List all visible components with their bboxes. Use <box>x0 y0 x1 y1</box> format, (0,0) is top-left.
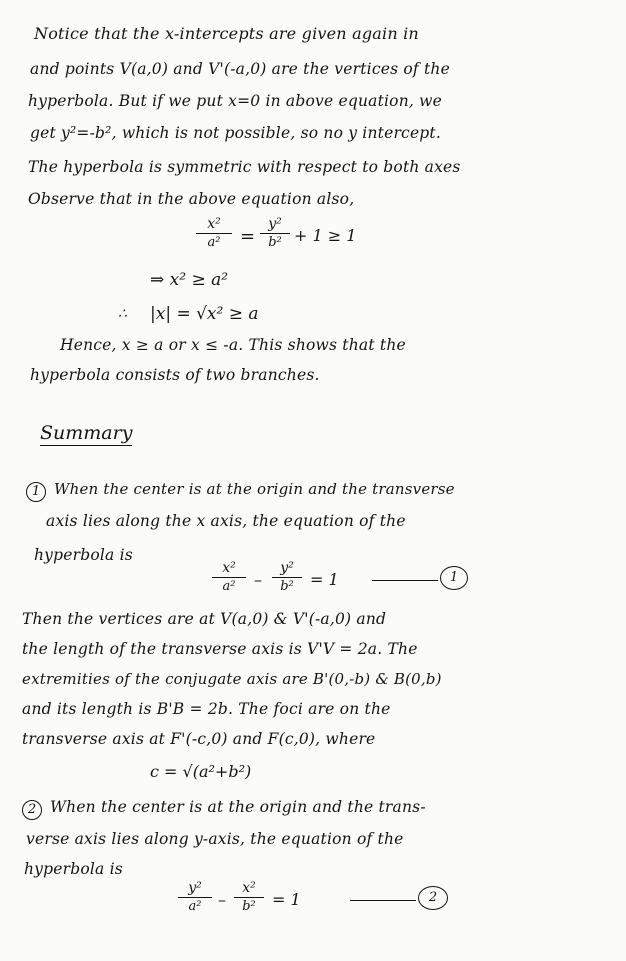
intro-line-1: Notice that the x-intercepts are given again in <box>34 24 419 43</box>
item-2-eq-leader <box>350 900 416 901</box>
item-2-number-circle: 2 <box>22 800 42 820</box>
fraction-bar <box>212 577 246 578</box>
item-2-line-3: hyperbola is <box>24 860 123 878</box>
item-2-eq-den-2: b² <box>242 899 256 914</box>
item-1-eq-label: 1 <box>440 566 468 590</box>
deriv-rhs-fraction <box>260 216 290 250</box>
intro-line-6: Observe that in the above equation also, <box>28 190 355 208</box>
deriv-rhs-rest: + 1 ≥ 1 <box>294 226 357 245</box>
item-1-eq-frac-1 <box>212 560 246 594</box>
deriv-step-3: |x| = √x² ≥ a <box>150 304 259 324</box>
item-1-eq-minus: – <box>254 570 262 589</box>
deriv-equals: = <box>240 226 256 247</box>
item-2-eq-frac-2 <box>234 880 264 914</box>
conclusion-line-2: hyperbola consists of two branches. <box>30 366 320 384</box>
item-1-body-4: and its length is B'B = 2b. The foci are on the <box>22 700 391 718</box>
item-2-eq-rhs: = 1 <box>272 890 301 909</box>
intro-line-4: get y²=-b², which is not possible, so no y intercept. <box>30 124 441 142</box>
item-1-eq-den-2: b² <box>280 579 294 594</box>
item-1-line-1: When the center is at the origin and the transverse <box>54 480 455 498</box>
deriv-lhs-num: x² <box>207 216 221 232</box>
fraction-bar <box>196 233 232 234</box>
item-1-body-2: the length of the transverse axis is V'V = 2a. The <box>22 640 418 658</box>
item-2-eq-den-1: a² <box>188 899 202 914</box>
fraction-bar <box>272 577 302 578</box>
fraction-bar <box>234 897 264 898</box>
deriv-step-2: ⇒ x² ≥ a² <box>150 270 229 290</box>
item-2-eq-frac-1 <box>178 880 212 914</box>
deriv-therefore: ∴ <box>118 306 127 322</box>
conclusion-line-1: Hence, x ≥ a or x ≤ -a. This shows that the <box>60 336 406 354</box>
deriv-rhs-num: y² <box>268 216 282 232</box>
item-1-eq-den-1: a² <box>222 579 236 594</box>
item-1-line-2: axis lies along the x axis, the equation of the <box>46 512 406 530</box>
deriv-rhs-den: b² <box>268 235 282 250</box>
item-1-line-3: hyperbola is <box>34 546 133 564</box>
item-2-eq-num-2: x² <box>242 880 256 896</box>
item-2-eq-minus: – <box>218 890 226 909</box>
item-1-eq-rhs: = 1 <box>310 570 339 589</box>
item-2-line-1: When the center is at the origin and the trans- <box>50 798 426 816</box>
item-1-eq-num-1: x² <box>222 560 236 576</box>
deriv-lhs-fraction <box>196 216 232 250</box>
item-2-eq-label: 2 <box>418 886 448 910</box>
item-1-body-1: Then the vertices are at V(a,0) & V'(-a,0) and <box>22 610 387 628</box>
intro-line-5: The hyperbola is symmetric with respect to both axes <box>28 158 461 176</box>
summary-heading: Summary <box>40 422 133 444</box>
item-2-line-2: verse axis lies along y-axis, the equation of the <box>26 830 404 848</box>
deriv-lhs-den: a² <box>207 235 221 250</box>
intro-line-3: hyperbola. But if we put x=0 in above equation, we <box>28 92 442 110</box>
fraction-bar <box>178 897 212 898</box>
item-2-eq-num-1: y² <box>188 880 202 896</box>
item-1-body-3: extremities of the conjugate axis are B'(0,-b) & B(0,b) <box>22 670 442 688</box>
item-1-number-circle: 1 <box>26 482 46 502</box>
fraction-bar <box>260 233 290 234</box>
item-1-eq-leader <box>372 580 438 581</box>
intro-line-2: and points V(a,0) and V'(-a,0) are the vertices of the <box>30 60 450 78</box>
item-1-eq-num-2: y² <box>280 560 294 576</box>
item-1-body-5: transverse axis at F'(-c,0) and F(c,0), where <box>22 730 376 748</box>
item-1-eq-frac-2 <box>272 560 302 594</box>
item-1-c-formula: c = √(a²+b²) <box>150 762 252 781</box>
